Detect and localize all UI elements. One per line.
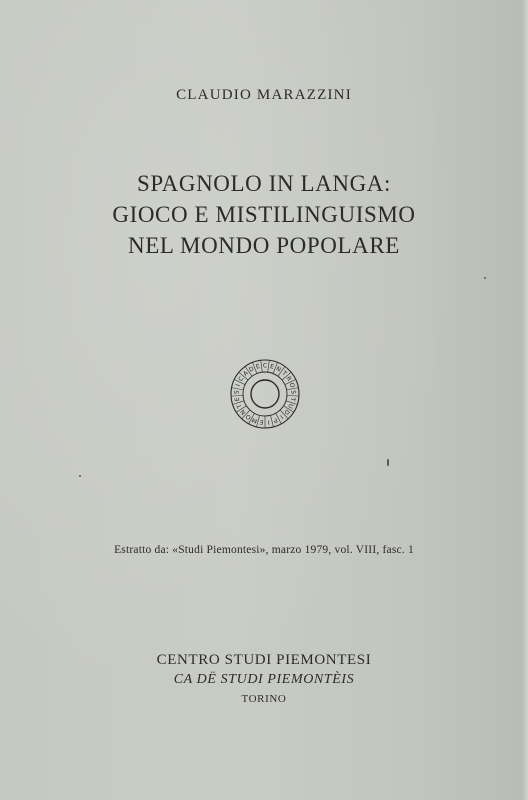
publisher-seal-icon xyxy=(229,358,301,430)
seal-letter: I xyxy=(267,418,270,426)
seal-letter: A xyxy=(241,369,250,378)
seal-letter: D xyxy=(282,407,291,416)
paper-speck xyxy=(484,277,486,279)
seal-letter: S xyxy=(233,390,241,395)
publisher-name: CENTRO STUDI PIEMONTESI xyxy=(156,652,372,668)
seal-letter: O xyxy=(244,412,253,421)
seal-letter: E xyxy=(233,396,242,402)
seal-letter: E xyxy=(259,418,264,426)
seal-letter: M xyxy=(250,415,259,425)
seal-letter: R xyxy=(284,375,293,383)
seal-letter: P xyxy=(272,416,279,424)
seal-letter: T xyxy=(280,369,288,378)
seal-letter: N xyxy=(274,365,283,374)
seal-spoke xyxy=(231,395,243,396)
paper-speck xyxy=(387,459,389,466)
seal-letter: E xyxy=(269,363,275,371)
seal-letter: I xyxy=(278,413,285,421)
seal-spoke xyxy=(268,360,270,372)
paper-speck xyxy=(79,475,81,477)
seal-letter: C xyxy=(237,375,246,383)
seal-letter: U xyxy=(286,402,295,410)
seal-letter: D xyxy=(247,365,256,374)
seal-letter: E xyxy=(255,363,261,371)
publisher-name-local: CA DË STUDI PIEMONTÈIS xyxy=(173,672,355,687)
seal-ring-circle xyxy=(243,372,287,416)
publisher-city: TORINO xyxy=(241,693,287,705)
seal-spoke xyxy=(287,395,299,396)
publisher-block xyxy=(0,650,528,708)
extract-note: Estratto da: «Studi Piemontesi», marzo 1979, vol. VIII, fasc. 1 xyxy=(114,544,414,556)
seal-letter: S xyxy=(289,390,297,395)
seal-letter: T xyxy=(288,396,297,402)
book-title xyxy=(0,168,528,261)
seal-spoke xyxy=(232,388,244,390)
seal-letter: T xyxy=(235,402,244,410)
seal-letter: I xyxy=(234,383,242,388)
title-line-2: GIOCO E MISTILINGUISMO xyxy=(112,202,416,227)
title-line-1: SPAGNOLO IN LANGA: xyxy=(136,171,392,196)
seal-letter: C xyxy=(262,362,268,370)
seal-ring-circle xyxy=(251,380,279,408)
seal-letter: N xyxy=(239,407,248,416)
author-name: CLAUDIO MARAZZINI xyxy=(176,87,352,103)
seal-letter: O xyxy=(287,382,296,389)
title-line-3: NEL MONDO POPOLARE xyxy=(128,233,400,258)
seal-spoke xyxy=(270,415,273,427)
